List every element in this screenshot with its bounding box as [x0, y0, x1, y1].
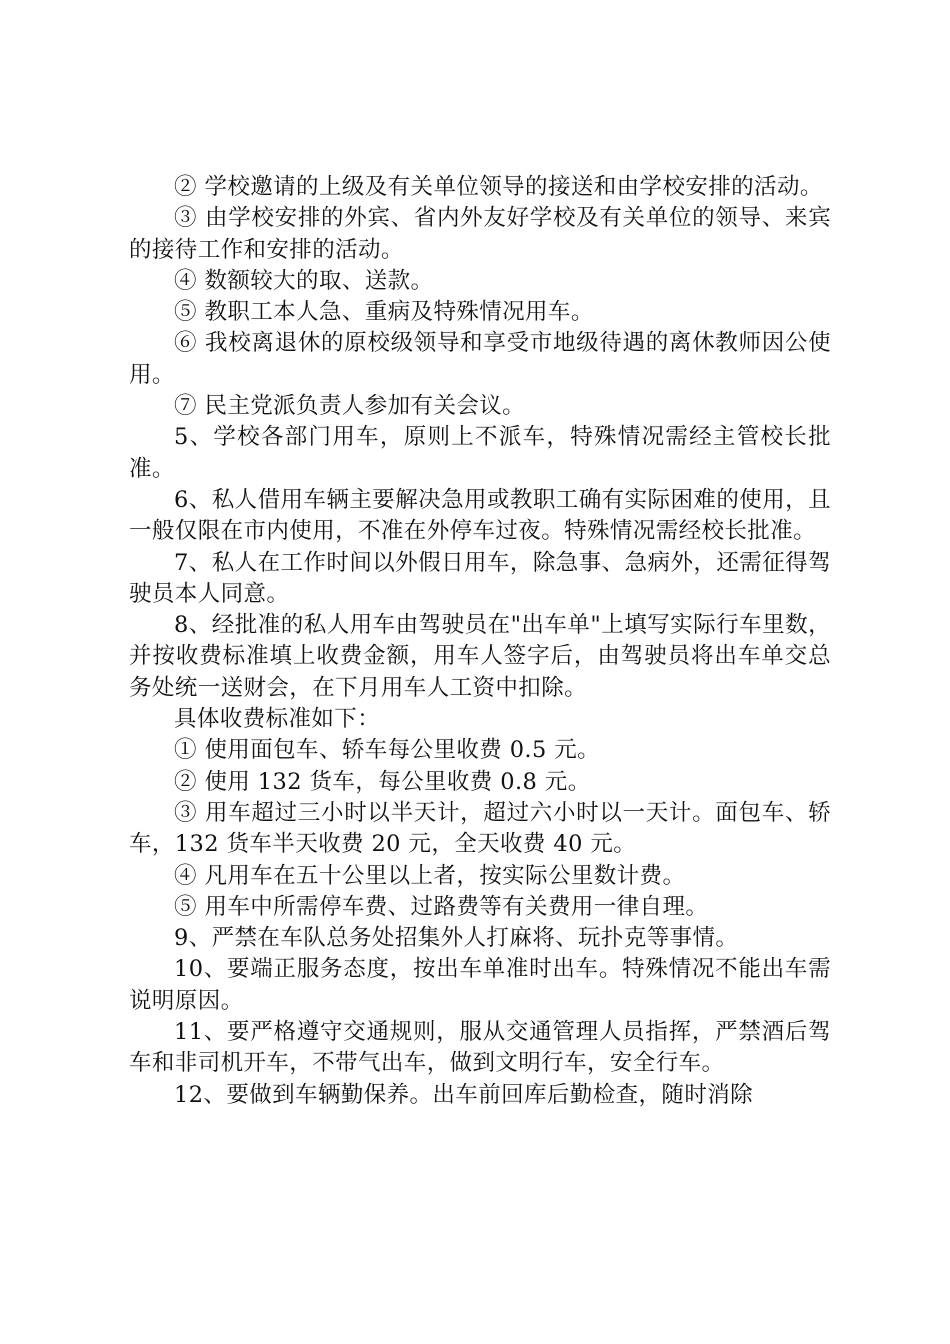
paragraph: ③ 用车超过三小时以半天计，超过六小时以一天计。面包车、轿车，132 货车半天收费 20 元，全天收费 40 元。 — [129, 799, 831, 858]
paragraph: ④ 凡用车在五十公里以上者，按实际公里数计费。 — [174, 862, 686, 889]
paragraph: ⑥ 我校离退休的原校级领导和享受市地级待遇的离休教师因公使用。 — [129, 330, 831, 388]
paragraph: ① 使用面包车、轿车每公里收费 0.5 元。 — [174, 737, 601, 764]
paragraph: ④ 数额较大的取、送款。 — [174, 267, 434, 294]
paragraph: 10、要端正服务态度，按出车单准时出车。特殊情况不能出车需说明原因。 — [129, 956, 831, 1014]
paragraph: ⑦ 民主党派负责人参加有关会议。 — [174, 393, 526, 420]
paragraph: ⑤ 教职工本人急、重病及特殊情况用车。 — [174, 299, 594, 326]
paragraph: 具体收费标准如下： — [174, 706, 381, 733]
paragraph: 12、要做到车辆勤保养。出车前回库后勤检查，随时消除 — [174, 1081, 754, 1108]
paragraph: 5、学校各部门用车，原则上不派车，特殊情况需经主管校长批准。 — [129, 424, 831, 482]
paragraph: 9、严禁在车队总务处招集外人打麻将、玩扑克等事情。 — [174, 925, 739, 952]
paragraph: ③ 由学校安排的外宾、省内外友好学校及有关单位的领导、来宾的接待工作和安排的活动。 — [129, 205, 831, 263]
document-body — [129, 172, 831, 1111]
paragraph: ⑤ 用车中所需停车费、过路费等有关费用一律自理。 — [174, 893, 709, 920]
paragraph: 7、私人在工作时间以外假日用车，除急事、急病外，还需征得驾驶员本人同意。 — [129, 549, 831, 607]
paragraph: 6、私人借用车辆主要解决急用或教职工确有实际困难的使用，且一般仅限在市内使用，不准在外停车过夜。特殊情况需经校长批准。 — [129, 486, 831, 545]
paragraph: ② 学校邀请的上级及有关单位领导的接送和由学校安排的活动。 — [174, 174, 823, 200]
paragraph: 11、要严格遵守交通规则，服从交通管理人员指挥，严禁酒后驾车和非司机开车，不带气出车，做到文明行车，安全行车。 — [129, 1019, 831, 1077]
paragraph: ② 使用 132 货车，每公里收费 0.8 元。 — [174, 768, 591, 795]
paragraph: 8、经批准的私人用车由驾驶员在"出车单"上填写实际行车里数，并按收费标准填上收费金额，用车人签字后，由驾驶员将出车单交总务处统一送财会，在下月用车人工资中扣除。 — [129, 612, 831, 701]
